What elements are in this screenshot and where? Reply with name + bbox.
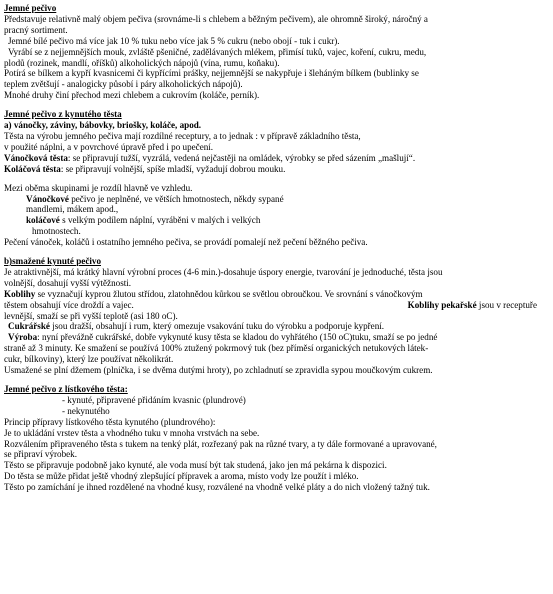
paragraph-line: hmotnostech. — [32, 226, 81, 237]
paragraph-line: Těsto po zamíchání je ihned rozdělené na vhodné kusy, rozválené na vhodně velké pláty a do nich vložený tažný tuk. — [4, 482, 430, 493]
section-heading-jemne-pecivo: Jemné pečivo — [4, 3, 57, 13]
term-vanockove: Vánočkové — [26, 193, 69, 204]
paragraph-line: Rozválením připraveného těsta s tukem na tenký plát, rozřezaný pak na různé tvary, a ty dále formované a upravované, — [4, 438, 437, 449]
term-koblihy-pekarske: Koblihy pekařské — [407, 299, 477, 310]
term-vyroba: Výroba — [8, 332, 38, 343]
paragraph-line: teplem zvětšují - analogicky působí i páry alkoholických nápojů). — [4, 79, 243, 90]
section-heading-listkove-testo: Jemné pečivo z lístkového těsta: — [4, 384, 128, 394]
paragraph-line: v použité náplni, a v povrchové úpravě před i po upečení. — [4, 141, 214, 152]
paragraph-line: pracný sortiment. — [4, 24, 68, 35]
paragraph-line: Mezi oběma skupinami je rozdíl hlavně ve vzhledu. — [4, 182, 193, 193]
paragraph-line: těstem obsahují více droždí a vajec. Koblihy pekařské jsou v receptuře — [4, 299, 537, 310]
paragraph-line: cukr, bílkoviny), který lze používat několikrát. — [4, 354, 174, 365]
paragraph-line: Koblihy se vyznačují kyprou žlutou střídou, zlatohnědou kůrkou se světlou obroučkou. Ve srovnání s vánočkovým — [4, 288, 423, 299]
paragraph-line: Vánočkové pečivo je neplněné, ve větších hmotnostech, někdy sypané — [26, 193, 284, 204]
term-cukrarske: Cukrářské — [8, 321, 50, 332]
list-item: - kynuté, připravené přidáním kvasnic (plundrové) — [62, 394, 246, 405]
paragraph-line: volnější, dosahují vyšší výtěžnosti. — [4, 277, 132, 288]
paragraph-line: Těsto se připravuje podobně jako kynuté, ale voda musí být tak studená, jako jen má pekárna k dispozici. — [4, 460, 387, 471]
paragraph-line: Je atraktivnější, má krátký hlavní výrobní proces (4-6 min.)-dosahuje úspory energie, tvarování je jednoduché, těsta jsou — [4, 266, 443, 277]
subheading-vanocky: a) vánočky, záviny, bábovky, briošky, koláče, apod. — [4, 120, 202, 131]
paragraph-line: Vyrábí se z nejjemnějších mouk, zvláště pšeničné, zadělávaných mlékem, přimísí tuků, vajec, koření, cukru, medu, — [8, 46, 427, 57]
paragraph-line: Koláčová těsta: se připravují volnější, spíše mladší, vyžadují dobrou mouku. — [4, 163, 286, 174]
list-item: - nekynutého — [62, 405, 110, 416]
paragraph-line: Usmažené se plní džemem (plnička, i se dvěma dutými hroty), po zchladnutí se zpravidla sypou moučkovým cukrem. — [4, 365, 433, 376]
paragraph-line: mandlemi, mákem apod., — [26, 204, 119, 215]
paragraph-line: straně až 3 minuty. Ke smažení se používá 100% ztužený pokrmový tuk (bez příměsí organických netukových látek- — [4, 343, 429, 354]
paragraph-line: Těsta na výrobu jemného pečiva mají rozdílné receptury, a to jednak : v přípravě základního těsta, — [4, 130, 361, 141]
paragraph-line: Do těsta se může přidat ještě vhodný zlepšující přípravek a aroma, místo vody lze použít i mléko. — [4, 471, 359, 482]
paragraph-line: Potírá se bílkem a kypří kvasnicemi či kypřícími prášky, nejjemnější se nakypřuje i šleháným bílkem (bublinky se — [4, 68, 419, 79]
paragraph-line: Jemné bílé pečivo má více jak 10 % tuku nebo více jak 5 % cukru (nebo obojí - tuk i cukr). — [8, 35, 340, 46]
paragraph-line: Mnohé druhy činí přechod mezi chlebem a cukrovím (koláče, perník). — [4, 90, 260, 101]
paragraph-line: Princip přípravy lístkového těsta kynutého (plundrového): — [4, 416, 216, 427]
paragraph-line: Je to ukládání vrstev těsta a vhodného tuku v mnoha vrstvách na sebe. — [4, 427, 260, 438]
term-koblihy: Koblihy — [4, 288, 36, 299]
paragraph-line: Představuje relativně malý objem pečiva (srovnáme-li s chlebem a běžným pečivem), ale ohromně široký, náročný a — [4, 13, 428, 24]
term-vanockova-testa: Vánočková těsta — [4, 152, 68, 163]
paragraph-line: Vánočková těsta: se připravují tužší, vyzrálá, vedená nejčastěji na omládek, výrobky se před sázením „mašlují“. — [4, 152, 416, 163]
paragraph-line: Cukrářské jsou dražší, obsahují i rum, který omezuje vsakování tuku do výrobku a podporuje kypření. — [8, 321, 385, 332]
paragraph-line: levnější, smaží se při vyšší teplotě (asi 180 oC). — [4, 310, 178, 321]
section-heading-smazene: b)smažené kynuté pečivo — [4, 256, 101, 267]
paragraph-line: se připraví výrobek. — [4, 449, 77, 460]
term-kolacova-testa: Koláčová těsta — [4, 163, 61, 174]
paragraph-line: plodů (rozinek, mandlí, oříšků) alkoholických nápojů (vína, rumu, koňaku). — [4, 57, 280, 68]
paragraph-line: Výroba: nyní převážně cukrářské, dobře vykynuté kusy těsta se kladou do vyhřátého (150 oC)tuku, smaží se po jedné — [8, 332, 438, 343]
paragraph-line: Pečení vánoček, koláčů i ostatního jemného pečiva, se provádí pomalejí než pečení běžného pečiva. — [4, 237, 368, 248]
paragraph-line: koláčové s velkým podílem náplní, vyráběni v malých i velkých — [26, 215, 261, 226]
section-heading-kynute-testo: Jemné pečivo z kynutého těsta — [4, 109, 122, 120]
term-kolacove: koláčové — [26, 215, 60, 226]
